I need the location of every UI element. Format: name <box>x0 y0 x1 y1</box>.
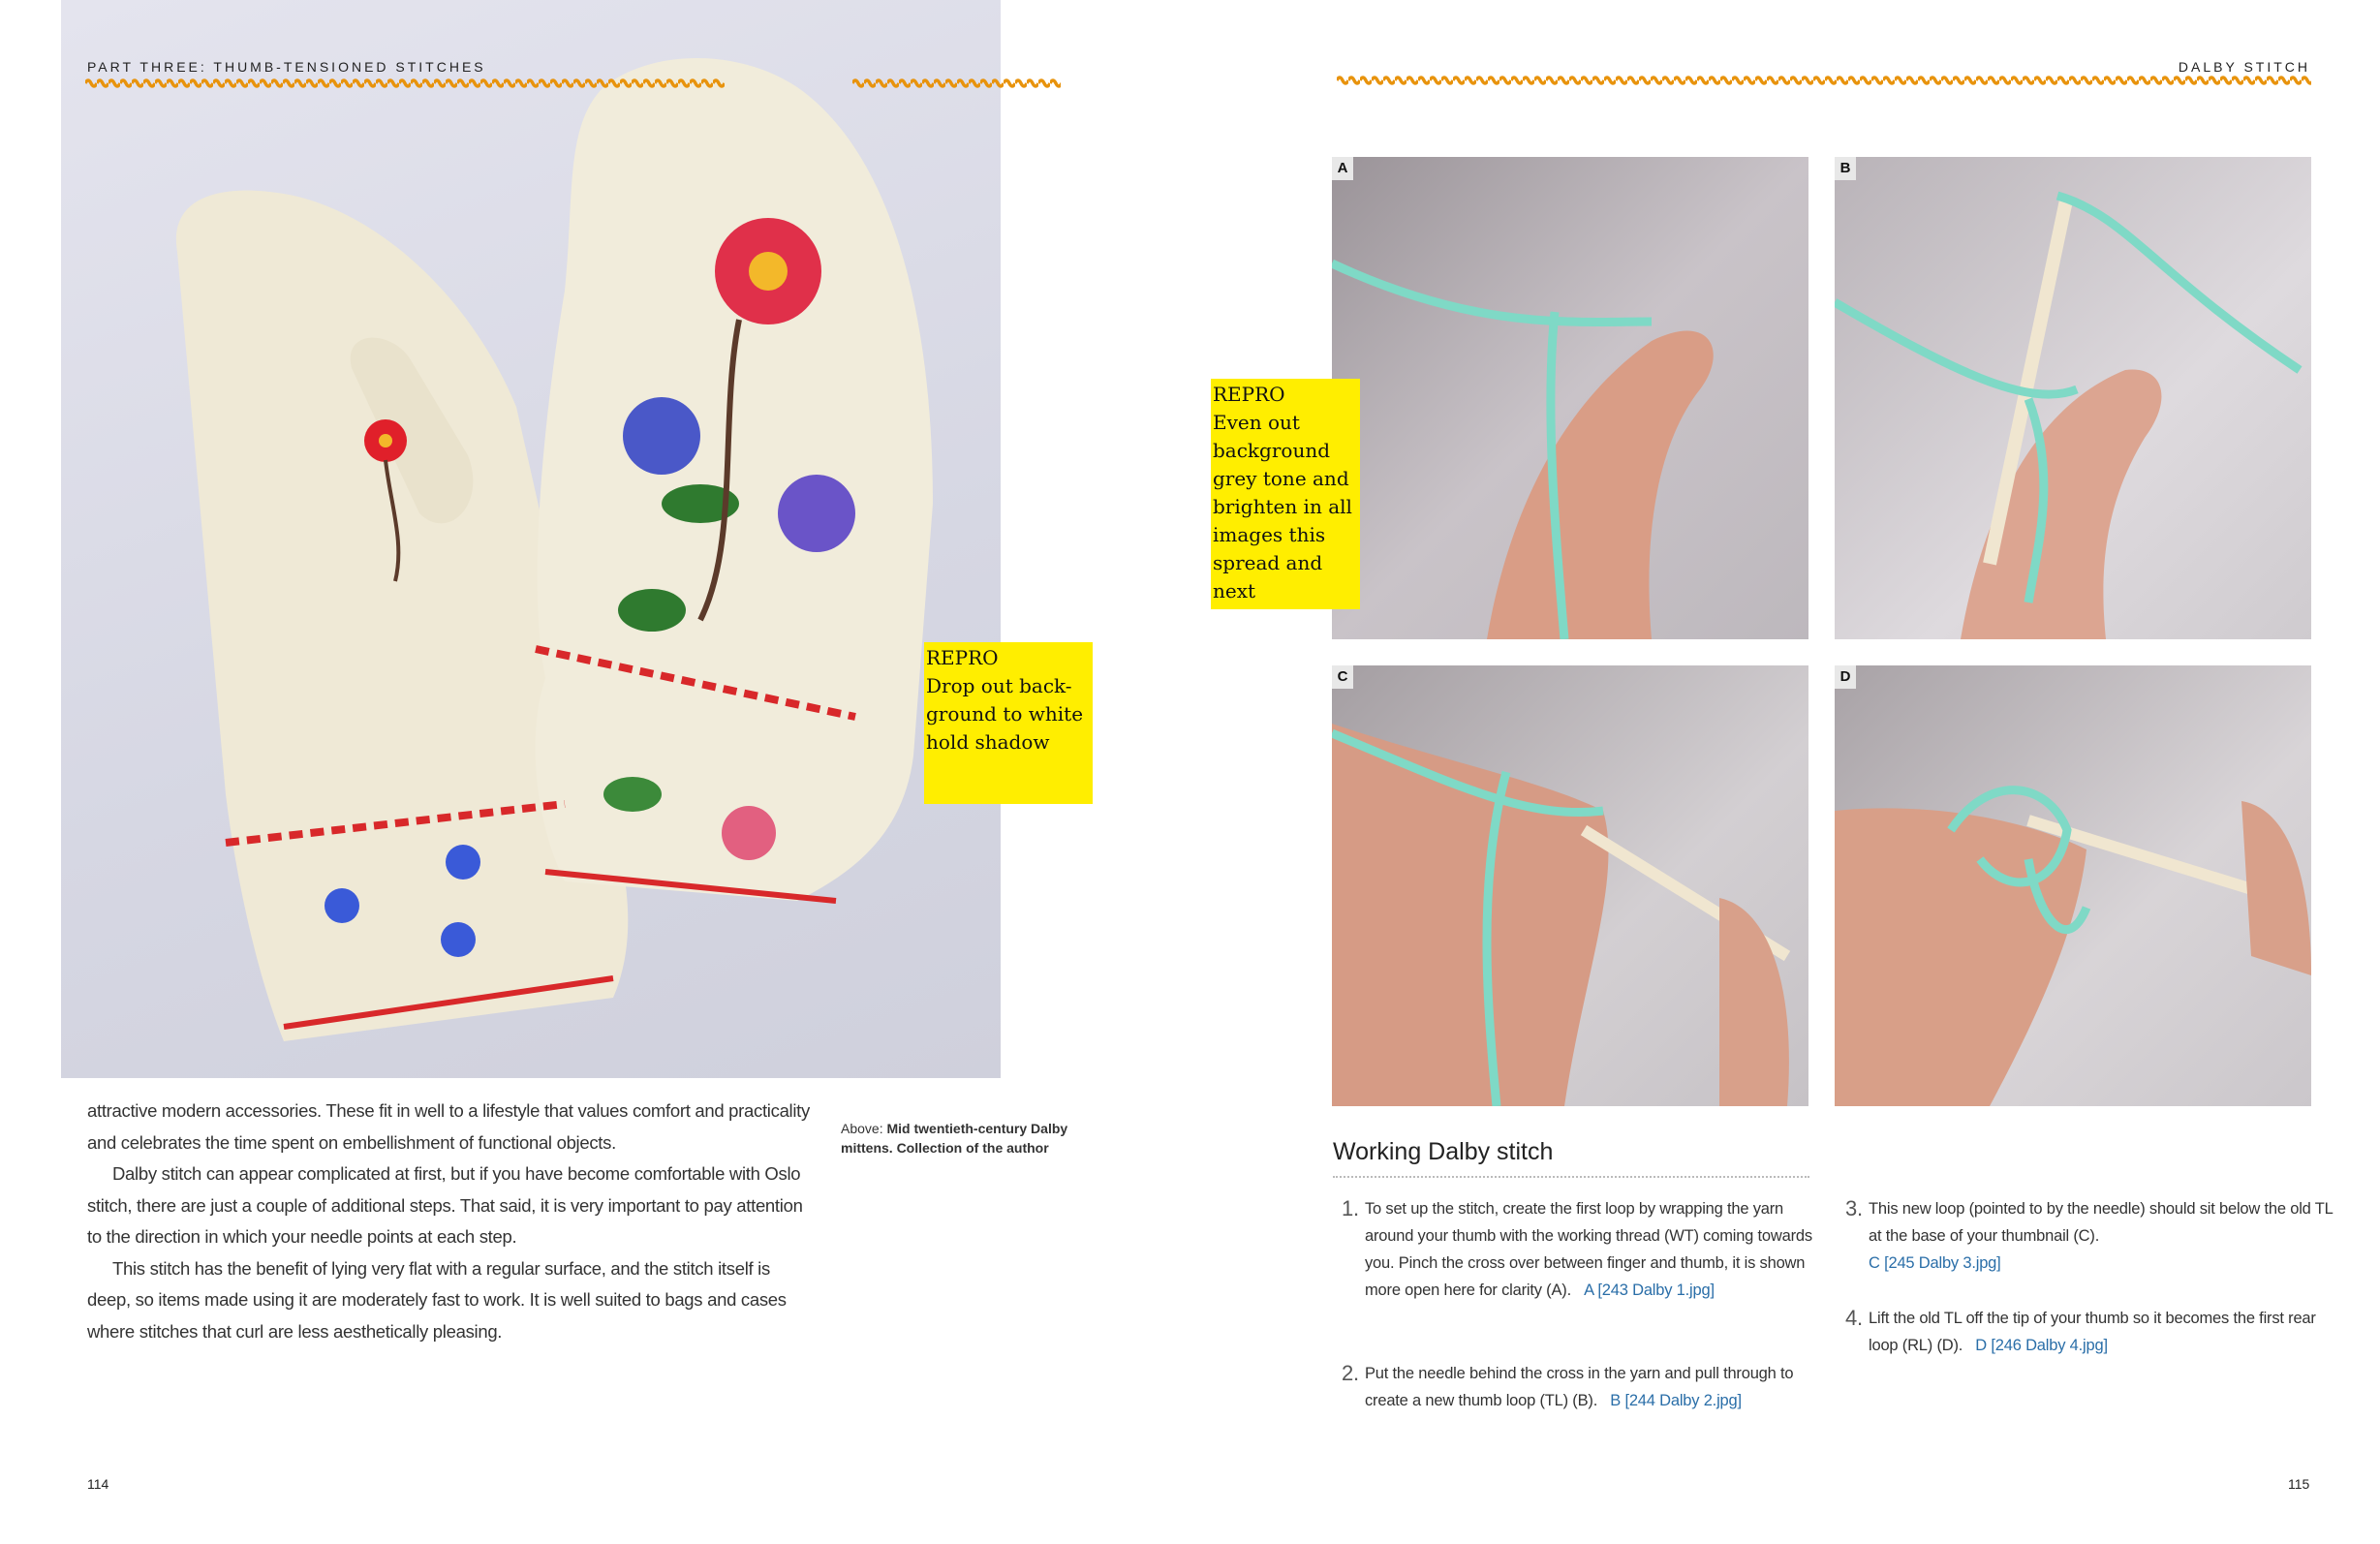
step-3 <box>1845 1195 2334 1277</box>
step-number: 3. <box>1845 1196 1863 1220</box>
decorative-wave-rule-left-extension <box>852 77 1061 89</box>
step-number: 4. <box>1845 1306 1863 1330</box>
page-number-right: 115 <box>2288 1476 2310 1492</box>
body-paragraph: This stitch has the benefit of lying very flat with a regular surface, and the stitch itself is deep, so items made using it are moderately fast to work. It is well suited to bags and cases where stitches that curl are less aesthetically pleasing. <box>87 1257 787 1342</box>
mittens-illustration <box>61 0 1001 1078</box>
step-number: 1. <box>1342 1196 1359 1220</box>
image-reference-link[interactable]: D [246 Dalby 4.jpg] <box>1975 1337 2108 1354</box>
page-number-left: 114 <box>87 1476 109 1492</box>
body-paragraph: attractive modern accessories. These fit in well to a lifestyle that values comfort and practicality and celebrates the time spent on embellishment of functional objects. <box>87 1100 810 1153</box>
step-photo-b <box>1835 157 2311 639</box>
step-photo-c <box>1332 665 1808 1106</box>
running-head-left: PART THREE: THUMB-TENSIONED STITCHES <box>87 59 486 75</box>
step-text: This new loop (pointed to by the needle) should sit below the old TL at the base of your thumbnail (C). <box>1869 1200 2333 1245</box>
photo-label-d: D <box>1835 665 1856 689</box>
repro-note-title: REPRO <box>926 646 999 669</box>
image-reference-link[interactable]: C [245 Dalby 3.jpg] <box>1869 1254 2001 1272</box>
image-reference-link[interactable]: A [243 Dalby 1.jpg] <box>1584 1282 1715 1299</box>
photo-label-c: C <box>1332 665 1353 689</box>
repro-note-right <box>1211 379 1360 609</box>
step-4 <box>1845 1305 2334 1359</box>
repro-note-title: REPRO <box>1213 383 1285 406</box>
section-divider <box>1333 1176 1809 1178</box>
running-head-right: DALBY STITCH <box>2178 59 2310 75</box>
repro-note-text: Even out background grey tone and brighten in all images this spread and next <box>1213 411 1352 602</box>
step-photo-a <box>1332 157 1808 639</box>
step-text: Put the needle behind the cross in the yarn and pull through to create a new thumb loop (TL) (B). <box>1365 1365 1794 1409</box>
step-photo-d <box>1835 665 2311 1106</box>
caption-label: Above: <box>841 1121 883 1136</box>
decorative-wave-rule-left <box>85 77 725 89</box>
step-2 <box>1342 1360 1820 1414</box>
step-text: To set up the stitch, create the first loop by wrapping the yarn around your thumb with the working thread (WT) coming towards you. Pinch the cross over between finger and thumb, it is shown more open here for clarity (A). <box>1365 1200 1812 1299</box>
section-title: Working Dalby stitch <box>1333 1138 1554 1165</box>
body-paragraph: Dalby stitch can appear complicated at first, but if you have become comfortable with Oslo stitch, there are just a couple of additional steps. That said, it is very important to pay attention to the direction in which your needle points at each step. <box>87 1163 803 1247</box>
body-text <box>87 1096 816 1347</box>
step-number: 2. <box>1342 1361 1359 1385</box>
caption-text: Mid twentieth-century Dalby mittens. Collection of the author <box>841 1121 1068 1156</box>
photo-label-a: A <box>1332 157 1353 180</box>
decorative-wave-rule-right <box>1337 75 2311 86</box>
repro-note-left <box>924 642 1093 804</box>
mittens-photo <box>61 0 1001 1078</box>
step-1 <box>1342 1195 1820 1304</box>
step-text: Lift the old TL off the tip of your thumb so it becomes the first rear loop (RL) (D). <box>1869 1310 2316 1354</box>
image-reference-link[interactable]: B [244 Dalby 2.jpg] <box>1610 1392 1742 1409</box>
photo-caption <box>841 1119 1073 1158</box>
repro-note-text: Drop out back-ground to white hold shadow <box>926 674 1084 754</box>
photo-label-b: B <box>1835 157 1856 180</box>
